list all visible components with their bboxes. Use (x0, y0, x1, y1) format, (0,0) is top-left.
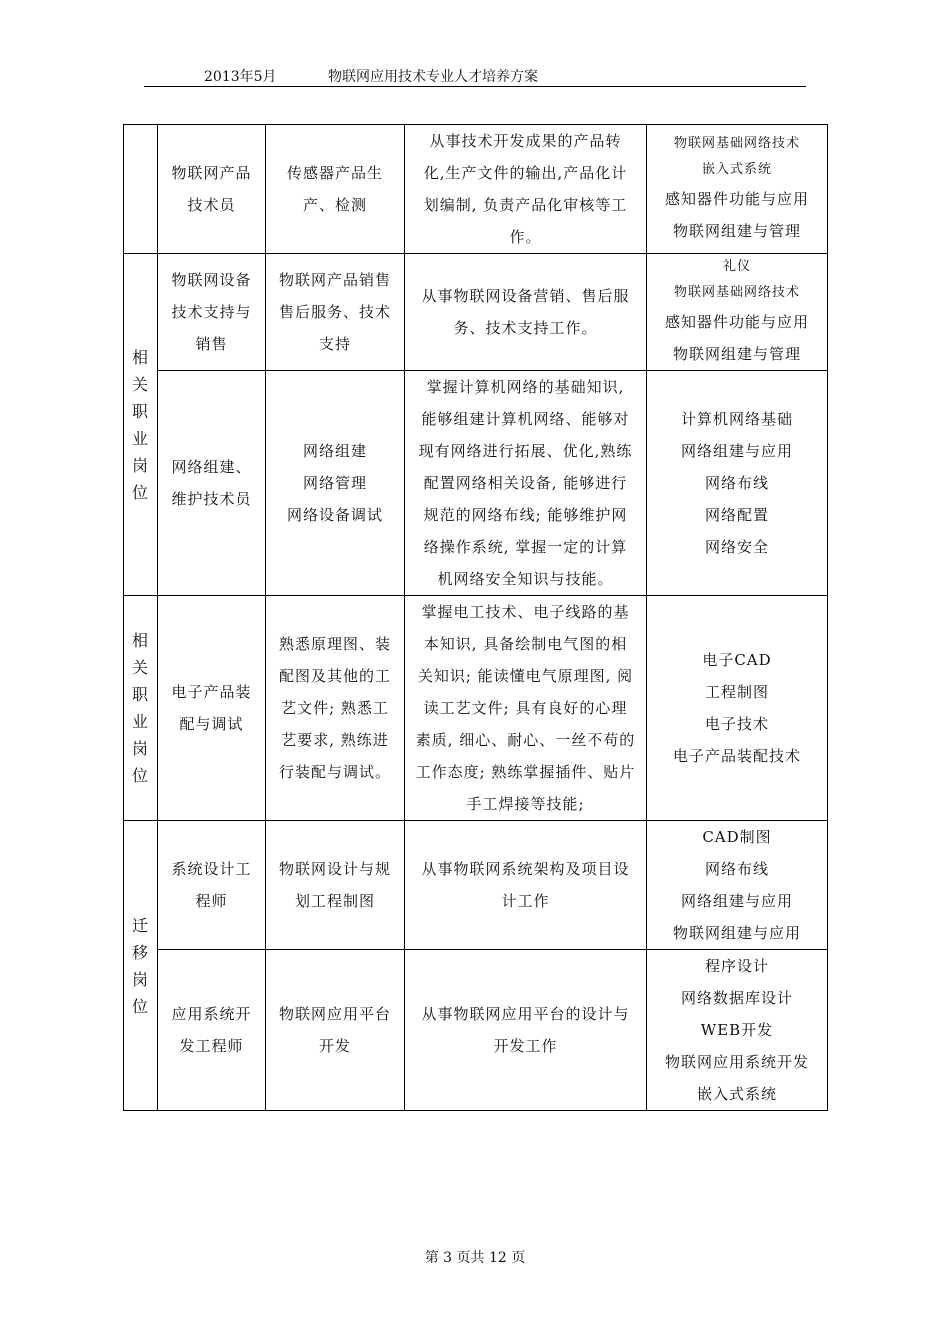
table-row (124, 821, 828, 950)
courses-cell (647, 254, 828, 371)
position-cell: 网络组建、 维护技术员 (158, 371, 266, 596)
category-cell-related: 相 关 职 业 岗 位 (124, 254, 158, 596)
job-positions-table (123, 124, 828, 1111)
courses-cell: 程序设计 网络数据库设计 WEB开发 物联网应用系统开发 嵌入式系统 (647, 950, 828, 1111)
category-cell-transfer: 迁 移 岗 位 (124, 821, 158, 1111)
courses-cell: CAD制图 网络布线 网络组建与应用 物联网组建与应用 (647, 821, 828, 950)
courses-text: 感知器件功能与应用 物联网组建与管理 (664, 313, 809, 363)
courses-cell: 计算机网络基础 网络组建与应用 网络布线 网络配置 网络安全 (647, 371, 828, 596)
duties-cell: 从事物联网系统架构及项目设 计工作 (405, 821, 647, 950)
table-row (124, 596, 828, 821)
work-content-cell: 传感器产品生 产、检测 (266, 125, 405, 254)
position-cell: 应用系统开 发工程师 (158, 950, 266, 1111)
work-content-cell: 熟悉原理图、装 配图及其他的工 艺文件; 熟悉工 艺要求, 熟练进 行装配与调试。 (266, 596, 405, 821)
work-content-cell: 物联网应用平台 开发 (266, 950, 405, 1111)
category-cell-empty (124, 125, 158, 254)
courses-small-text: 礼仪 物联网基础网络技术 (673, 259, 800, 300)
duties-cell: 从事物联网设备营销、售后服 务、技术支持工作。 (405, 254, 647, 371)
work-content-cell: 网络组建 网络管理 网络设备调试 (266, 371, 405, 596)
table-row (124, 950, 828, 1111)
work-content-cell: 物联网产品销售 售后服务、技术 支持 (266, 254, 405, 371)
courses-cell: 电子CAD 工程制图 电子技术 电子产品装配技术 (647, 596, 828, 821)
work-content-cell: 物联网设计与规 划工程制图 (266, 821, 405, 950)
duties-cell: 掌握计算机网络的基础知识, 能够组建计算机网络、能够对 现有网络进行拓展、优化,熟练 配置网络相关设备, 能够进行 规范的网络布线; 能够维护网 络操作系统, 掌握一定的计算 机网络安全知识与技能。 (405, 371, 647, 596)
courses-cell (647, 125, 828, 254)
duties-cell: 从事技术开发成果的产品转 化,生产文件的输出,产品化计 划编制, 负责产品化审核等工 作。 (405, 125, 647, 254)
position-cell: 系统设计工 程师 (158, 821, 266, 950)
category-cell-related: 相 关 职 业 岗 位 (124, 596, 158, 821)
header-date: 2013年5月 (204, 69, 277, 85)
page-number: 第 3 页共 12 页 (424, 1250, 526, 1266)
table-row (124, 125, 828, 254)
courses-text: 感知器件功能与应用 物联网组建与管理 (664, 190, 809, 240)
table-row (124, 371, 828, 596)
position-cell: 物联网产品 技术员 (158, 125, 266, 254)
duties-cell: 掌握电工技术、电子线路的基 本知识, 具备绘制电气图的相 关知识; 能读懂电气原理图, 阅 读工艺文件; 具有良好的心理 素质, 细心、耐心、一丝不苟的 工作态度; 熟练掌握插件、贴片 手工焊接等技能; (405, 596, 647, 821)
table-row (124, 254, 828, 371)
position-cell: 电子产品装 配与调试 (158, 596, 266, 821)
duties-cell: 从事物联网应用平台的设计与 开发工作 (405, 950, 647, 1111)
page-header (144, 64, 806, 87)
courses-small-text: 物联网基础网络技术 嵌入式系统 (673, 136, 800, 177)
header-title: 物联网应用技术专业人才培养方案 (328, 69, 538, 85)
position-cell: 物联网设备 技术支持与 销售 (158, 254, 266, 371)
